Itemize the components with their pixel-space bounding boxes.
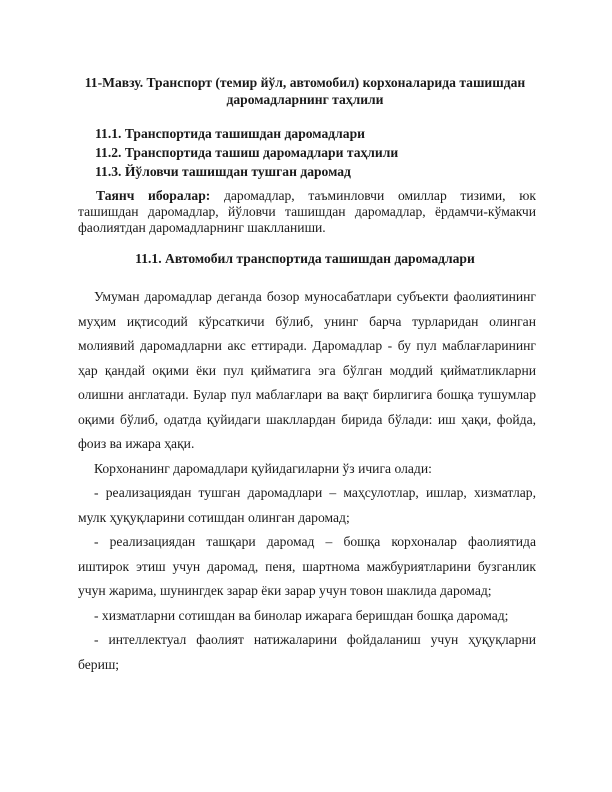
paragraph: - хизматларни сотишдан ва бинолар ижарага беришдан бошқа даромад; (94, 607, 509, 623)
table-of-contents (95, 124, 398, 181)
toc-item: 11.3. Йўловчи ташишдан тушган даромад (95, 164, 351, 179)
page-title: 11-Мавзу. Транспорт (темир йўл, автомобил) корхоналарида ташишдан даромадларнинг таҳлили (84, 75, 526, 107)
toc-item: 11.2. Транспортида ташиш даромадлари таҳлили (95, 145, 399, 160)
key-terms-paragraph (78, 188, 536, 236)
key-terms-text: даромадлар, таъминловчи омиллар тизими, юк ташишдан даромадлар, йўловчи ташишдан даромадлар, ёрдамчи-кўмакчи фаолиятдан даромадларнинг шаклланиши. (78, 188, 536, 235)
paragraph: - реализациядан тушган даромадлари – маҳсулотлар, ишлар, хизматлар, мулк ҳуқуқларини сотишдан олинган даромад; (78, 485, 536, 525)
paragraph: - реализациядан ташқари даромад – бошқа корхоналар фаолиятида иштирок этиш учун даромад, пеня, шартнома мажбуриятларини бузганлик учун жарима, шунингдек зарар ёки зарар учун товон шаклида даромад; (78, 534, 536, 598)
paragraph: Корхонанинг даромадлари қуйидагиларни ўз ичига олади: (94, 460, 432, 476)
body-text (78, 285, 536, 677)
paragraph: Умуман даромадлар деганда бозор муносабатлари субъекти фаолиятининг муҳим иқтисодий кўрсаткичи бўлиб, унинг барча турларидан олинган молиявий даромадларни акс еттиради. Даромадлар - бу пул маблағларининг ҳар қандай оқими ёки пул қийматига эга бўлган моддий қийматликларни олишни англатади. Булар пул маблағлари ва вақт бирлигига бошқа тушумлар оқими бўлиб, одатда қуйидаги шакллардан бирида бўлади: иш ҳақи, фойда, фоиз ва ижара ҳақи. (78, 289, 536, 451)
toc-item: 11.1. Транспортида ташишдан даромадлари (95, 126, 365, 141)
paragraph: - интеллектуал фаолият натижаларини фойдаланиш учун ҳуқуқларни бериш; (78, 632, 536, 672)
section-heading: 11.1. Автомобил транспортида ташишдан даромадлари (135, 251, 475, 266)
key-terms-label: Таянч иборалар: (96, 188, 211, 203)
